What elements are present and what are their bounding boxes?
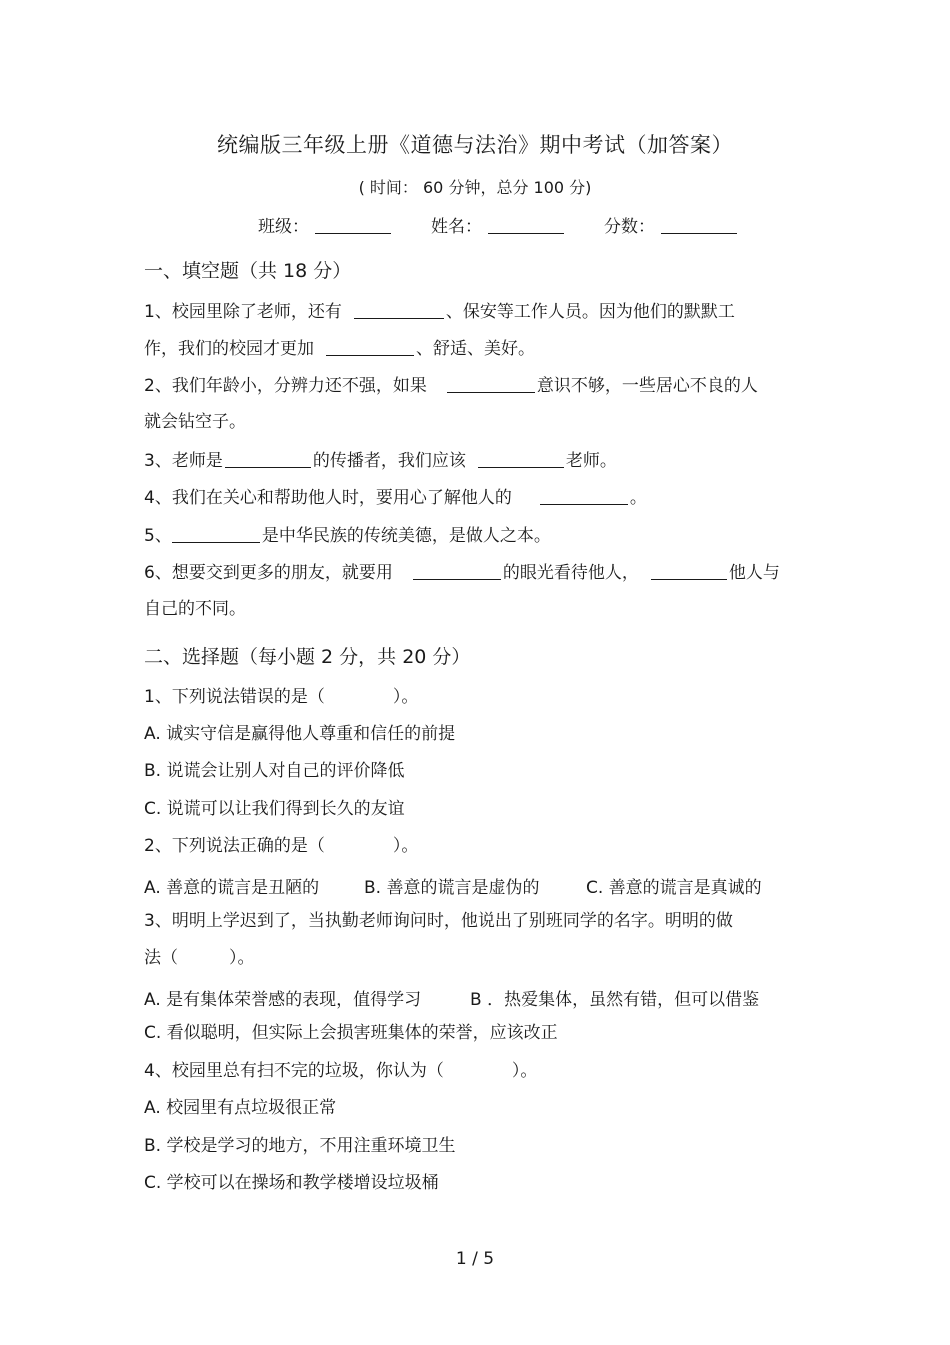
choice-q3-option-a: A. 是有集体荣誉感的表现，值得学习 [144,990,422,1010]
choice-q1-option-c: C. 说谎可以让我们得到长久的友谊 [144,799,405,819]
choice-q2-stem: 2、下列说法正确的是（ ）。 [144,836,419,856]
fill-q1-text: 、舒适、美好。 [416,339,535,359]
choice-q4-stem: 4、校园里总有扫不完的垃圾，你认为（ ）。 [144,1061,538,1081]
fill-q4 [144,486,647,509]
choice-q4-option-b: B. 学校是学习的地方，不用注重环境卫生 [144,1136,456,1156]
fill-q3-text: 的传播者，我们应该 [312,451,466,471]
choice-q3-stem-line1: 3、明明上学迟到了，当执勤老师询问时，他说出了别班同学的名字。明明的做 [144,911,733,931]
choice-q2-option-a: A. 善意的谎言是丑陋的 [144,878,320,898]
fill-q4-text: 4、我们在关心和帮助他人时，要用心了解他人的 [144,488,512,508]
class-label: 班级： [258,217,309,237]
choice-q2-option-c: C. 善意的谎言是真诚的 [586,878,762,898]
answer-blank [354,300,444,319]
answer-blank [225,449,311,468]
page-number: 1 / 5 [455,1249,495,1269]
fill-q3-text: 3、老师是 [144,451,223,471]
choice-q4-option-c: C. 学校可以在操场和教学楼增设垃圾桶 [144,1173,439,1193]
fill-q1-text: 作，我们的校园才更加 [144,339,314,359]
choice-q3-option-c: C. 看似聪明，但实际上会损害班集体的荣誉，应该改正 [144,1023,558,1043]
name-label: 姓名： [431,217,482,237]
fill-q1-line1 [144,300,735,323]
fill-q5-text: 是中华民族的传统美德，是做人之本。 [261,526,551,546]
answer-blank [651,561,727,580]
fill-q6-line1 [144,561,780,584]
name-field [431,212,564,237]
fill-q2-line2: 就会钻空子。 [144,412,246,432]
answer-blank [413,561,501,580]
answer-blank [172,524,260,543]
section1-heading: 一、填空题（共 18 分） [144,260,352,282]
name-blank [488,215,564,234]
fill-q1-text: 、保安等工作人员。因为他们的默默工 [445,302,735,322]
choice-q1-option-a: A. 诚实守信是赢得他人尊重和信任的前提 [144,724,456,744]
class-blank [315,215,391,234]
exam-subtitle: ( 时间： 60 分钟，总分 100 分) [358,178,592,197]
fill-q1-text: 1、校园里除了老师，还有 [144,302,342,322]
answer-blank [326,337,414,356]
fill-q1-line2 [144,337,535,360]
answer-blank [478,449,564,468]
fill-q3-text: 老师。 [565,451,617,471]
fill-q6-text: 6、想要交到更多的朋友，就要用 [144,563,393,583]
choice-q3-option-b: B ．热爱集体，虽然有错，但可以借鉴 [470,990,760,1010]
fill-q6-text: 的眼光看待他人， [502,563,639,583]
answer-blank [447,374,535,393]
choice-q3-stem-line2: 法（ ）。 [144,948,255,968]
choice-q4-option-a: A. 校园里有点垃圾很正常 [144,1098,337,1118]
choice-q1-option-b: B. 说谎会让别人对自己的评价降低 [144,761,405,781]
class-field [258,212,391,237]
fill-q5-text: 5、 [144,526,172,546]
exam-title: 统编版三年级上册《道德与法治》期中考试（加答案） [217,133,733,157]
score-field [604,212,737,237]
answer-blank [540,486,628,505]
fill-q2-text: 2、我们年龄小，分辨力还不强，如果 [144,376,427,396]
choice-q1-stem: 1、下列说法错误的是（ ）。 [144,687,419,707]
section2-heading: 二、选择题（每小题 2 分，共 20 分） [144,646,471,668]
score-blank [661,215,737,234]
fill-q6-text: 他人与 [728,563,780,583]
fill-q4-text: 。 [629,488,647,508]
fill-q5 [144,524,551,547]
fill-q3 [144,449,617,472]
choice-q2-option-b: B. 善意的谎言是虚伪的 [364,878,540,898]
score-label: 分数： [604,217,655,237]
fill-q2-line1 [144,374,758,397]
fill-q6-line2: 自己的不同。 [144,599,246,619]
fill-q2-text: 意识不够，一些居心不良的人 [536,376,758,396]
